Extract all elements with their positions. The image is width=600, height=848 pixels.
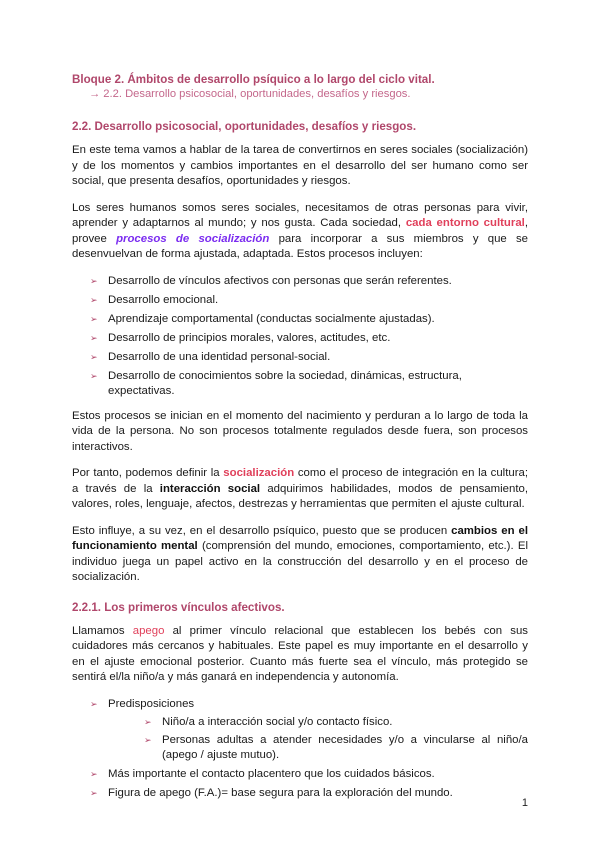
highlight-apego: apego bbox=[132, 624, 165, 637]
document-page bbox=[72, 72, 528, 811]
sub-list-item: ➢ Niño/a a interacción social y/o contacto físico. bbox=[144, 715, 393, 728]
paragraph-processes: Estos procesos se inician en el momento del nacimiento y perduran a lo largo de toda la vida de la persona. No son procesos totalmente regulados desde fuera, son procesos interactivos. bbox=[72, 409, 528, 453]
subsection-title: 2.2.1. Los primeros vínculos afectivos. bbox=[72, 600, 285, 614]
list-item: ➢ Predisposiciones ➢ Niño/a a interacción social y/o contacto físico. ➢ Personas adultas a atender necesidades y/o a vincularse al niño/a (apego / ajuste mutuo). bbox=[90, 697, 528, 761]
block-header: Bloque 2. Ámbitos de desarrollo psíquico a lo largo del ciclo vital. bbox=[72, 73, 435, 86]
process-list bbox=[72, 274, 528, 399]
sub-list-item: ➢ Personas adultas a atender necesidades y/o a vincularse al niño/a (apego / ajuste mutuo). bbox=[144, 733, 528, 761]
arrow-bullet-icon: ➢ bbox=[90, 332, 98, 343]
highlight-procesos: procesos de socialización bbox=[116, 232, 270, 245]
list-item: ➢ Desarrollo de principios morales, valores, actitudes, etc. bbox=[90, 331, 391, 344]
list-item: ➢ Desarrollo emocional. bbox=[90, 293, 219, 306]
page-number: 1 bbox=[521, 797, 528, 809]
arrow-bullet-icon: ➢ bbox=[90, 698, 98, 709]
arrow-bullet-icon: ➢ bbox=[90, 768, 98, 779]
paragraph-definition: Por tanto, podemos definir la socialización como el proceso de integración en la cultura; a través de la interacción social adquirimos habilidades, modos de pensamiento, valores, roles, lenguaje, afectos, destrezas y herramientas que permiten el ajuste cultural. bbox=[72, 467, 529, 510]
list-item: ➢ Desarrollo de vínculos afectivos con personas que serán referentes. bbox=[90, 274, 452, 287]
paragraph-intro: En este tema vamos a hablar de la tarea de convertirnos en seres sociales (socialización) y de los momentos y cambios importantes en el desarrollo del ser humano como ser social, que presenta desafíos, oportunidades y riesgos. bbox=[72, 144, 528, 187]
apego-list bbox=[72, 697, 528, 801]
paragraph-influence: Esto influye, a su vez, en el desarrollo psíquico, puesto que se producen cambios en el funcionamiento mental (comprensión del mundo, emociones, comportamiento, etc.). El individuo juega un papel activo en la construcción del desarrollo y en el proceso de socialización. bbox=[72, 524, 528, 583]
arrow-bullet-icon: ➢ bbox=[90, 351, 98, 362]
arrow-bullet-icon: ➢ bbox=[90, 294, 98, 305]
sub-header bbox=[72, 87, 528, 102]
paragraph-social: Los seres humanos somos seres sociales, necesitamos de otras personas para vivir, aprender y adaptarnos al mundo; y nos gusta. Cada sociedad, cada entorno cultural, provee procesos de socialización para incorporar a sus miembros y que se desenvuelvan de forma ajustada, adaptada. Estos procesos incluyen: bbox=[72, 201, 529, 260]
bold-interaccion-social: interacción social bbox=[159, 482, 261, 495]
sub-list bbox=[108, 715, 528, 763]
arrow-bullet-icon: ➢ bbox=[90, 370, 98, 381]
arrow-icon: → bbox=[89, 88, 101, 100]
highlight-socializacion: socialización bbox=[223, 467, 295, 479]
arrow-bullet-icon: ➢ bbox=[90, 787, 98, 798]
arrow-bullet-icon: ➢ bbox=[144, 734, 152, 745]
list-item: ➢ Desarrollo de una identidad personal-social. bbox=[90, 350, 331, 363]
arrow-bullet-icon: ➢ bbox=[90, 275, 98, 286]
highlight-entorno-cultural: cada entorno cultural bbox=[405, 217, 525, 229]
list-item: ➢ Desarrollo de conocimientos sobre la sociedad, dinámicas, estructura, expectativas. bbox=[90, 369, 462, 397]
section-title: 2.2. Desarrollo psicosocial, oportunidades, desafíos y riesgos. bbox=[72, 120, 417, 133]
list-item: ➢ Aprendizaje comportamental (conductas socialmente ajustadas). bbox=[90, 312, 435, 325]
list-item: ➢ Figura de apego (F.A.)= base segura para la exploración del mundo. bbox=[90, 786, 453, 799]
list-item: ➢ Más importante el contacto placentero que los cuidados básicos. bbox=[90, 767, 435, 780]
bold-cambios: cambios en el funcionamiento mental bbox=[72, 524, 528, 552]
arrow-bullet-icon: ➢ bbox=[144, 716, 152, 727]
paragraph-apego: Llamamos apego al primer vínculo relacional que establecen los bebés con sus cuidadores más cercanos y habituales. Este papel es muy importante en el desarrollo y en el ajuste emocional posterior. Cuanto más fuerte sea el vínculo, más protegido se sentirá el/la niño/a y más ganará en independencia y autonomía. bbox=[72, 624, 528, 683]
sub-header-text: 2.2. Desarrollo psicosocial, oportunidades, desafíos y riesgos. bbox=[103, 88, 411, 100]
arrow-bullet-icon: ➢ bbox=[90, 313, 98, 324]
